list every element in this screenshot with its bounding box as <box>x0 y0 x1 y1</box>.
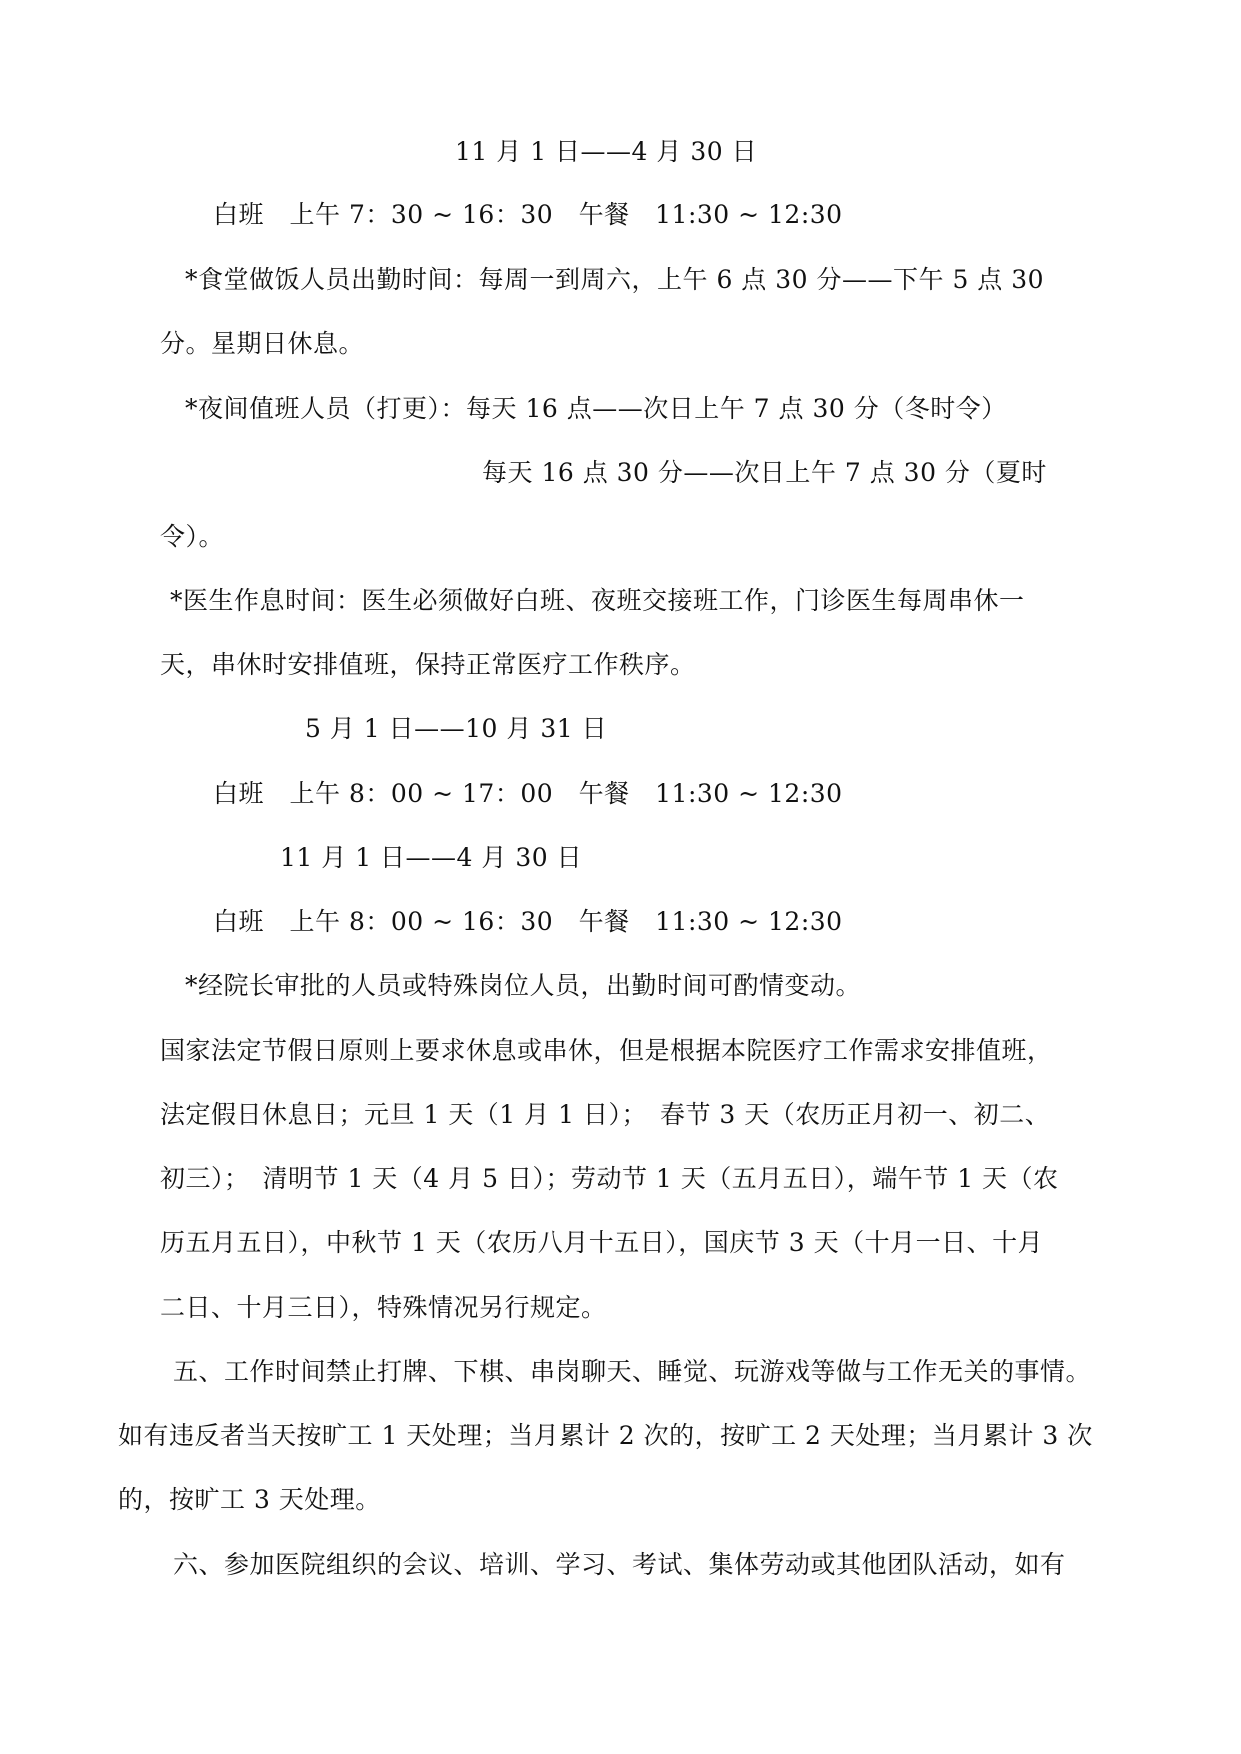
period-heading-winter: 11 月 1 日——4 月 30 日 <box>455 137 758 166</box>
night-duty-summer-cont: 令）。 <box>160 522 225 551</box>
holiday-rules-4: 历五月五日），中秋节 1 天（农历八月十五日），国庆节 3 天（十月一日、十月 <box>160 1228 1044 1257</box>
day-shift-schedule: 白班 上午 7：30 ~ 16：30 午餐 11:30 ~ 12:30 <box>213 200 843 229</box>
holiday-rules-2: 法定假日休息日；元旦 1 天（1 月 1 日）； 春节 3 天（农历正月初一、初二、 <box>160 1100 1051 1129</box>
rule-five-cont-1: 如有违反者当天按旷工 1 天处理；当月累计 2 次的，按旷工 2 天处理；当月累计 3 次 <box>118 1421 1093 1450</box>
doctor-hours-cont: 天，串休时安排值班，保持正常医疗工作秩序。 <box>160 650 696 679</box>
period-heading-summer: 5 月 1 日——10 月 31 日 <box>305 714 608 743</box>
night-duty-summer: 每天 16 点 30 分——次日上午 7 点 30 分（夏时 <box>482 458 1047 487</box>
night-duty-winter: *夜间值班人员（打更）：每天 16 点——次日上午 7 点 30 分（冬时令） <box>185 394 1007 423</box>
canteen-staff-hours: *食堂做饭人员出勤时间：每周一到周六，上午 6 点 30 分——下午 5 点 30 <box>185 265 1045 294</box>
doctor-hours: *医生作息时间：医生必须做好白班、夜班交接班工作，门诊医生每周串休一 <box>170 586 1025 615</box>
holiday-rules-5: 二日、十月三日），特殊情况另行规定。 <box>160 1293 607 1322</box>
day-shift-winter: 白班 上午 8：00 ~ 16：30 午餐 11:30 ~ 12:30 <box>213 907 843 936</box>
period-heading-winter-2: 11 月 1 日——4 月 30 日 <box>280 843 583 872</box>
special-approval-note: *经院长审批的人员或特殊岗位人员，出勤时间可酌情变动。 <box>185 971 862 1000</box>
day-shift-summer: 白班 上午 8：00 ~ 17：00 午餐 11:30 ~ 12:30 <box>213 779 843 808</box>
rule-five: 五、工作时间禁止打牌、下棋、串岗聊天、睡觉、玩游戏等做与工作无关的事情。 <box>173 1357 1092 1386</box>
canteen-staff-hours-cont: 分。星期日休息。 <box>160 329 365 358</box>
rule-five-cont-2: 的，按旷工 3 天处理。 <box>118 1485 381 1514</box>
holiday-rules-3: 初三）； 清明节 1 天（4 月 5 日）；劳动节 1 天（五月五日），端午节 1 天（农 <box>160 1164 1059 1193</box>
holiday-rules-1: 国家法定节假日原则上要求休息或串休，但是根据本院医疗工作需求安排值班， <box>160 1036 1053 1065</box>
rule-six: 六、参加医院组织的会议、培训、学习、考试、集体劳动或其他团队活动，如有 <box>173 1550 1066 1579</box>
